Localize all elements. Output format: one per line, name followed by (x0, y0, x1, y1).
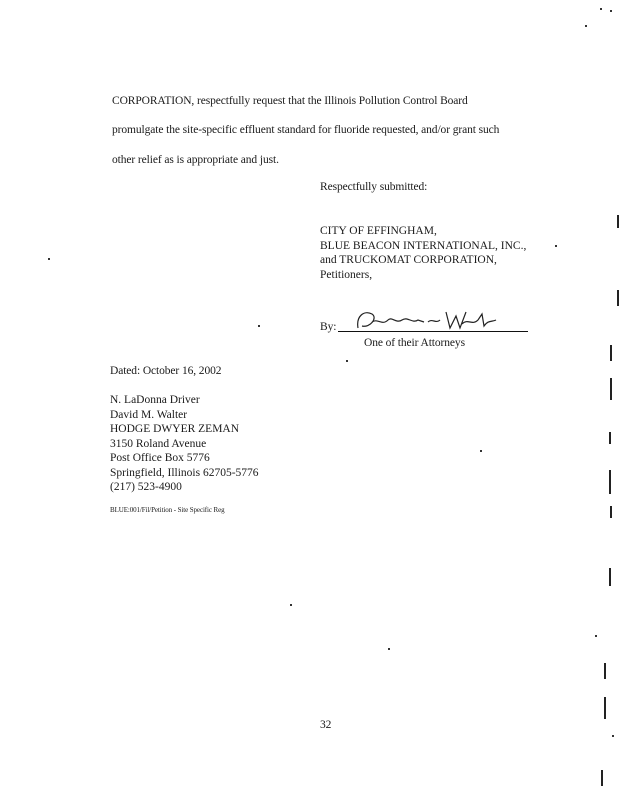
scan-speck (595, 635, 597, 637)
attorney-line: 3150 Roland Avenue (110, 437, 207, 450)
body-line-2: promulgate the site-specific effluent standard for fluoride requested, and/or grant such (112, 124, 500, 136)
scan-speck (290, 604, 292, 606)
attorney-line: HODGE DWYER ZEMAN (110, 423, 240, 435)
handwritten-signature (350, 308, 500, 332)
page-number: 32 (320, 719, 332, 731)
attorney-line: David M. Walter (110, 408, 188, 421)
petitioners-block (320, 224, 526, 282)
attorney-block (110, 393, 259, 495)
scan-speck (480, 450, 482, 452)
attorney-line: (217) 523-4900 (110, 481, 182, 493)
petitioner-line: and TRUCKOMAT CORPORATION, (320, 254, 497, 266)
scan-mark (601, 770, 603, 786)
petitioner-line: BLUE BEACON INTERNATIONAL, INC., (320, 239, 527, 252)
scan-speck (388, 648, 390, 650)
closing-text: Respectfully submitted: (320, 181, 428, 193)
scan-mark (617, 215, 619, 228)
scan-mark (609, 470, 611, 494)
scan-mark (610, 506, 612, 518)
petitioner-line: Petitioners, (320, 268, 373, 281)
scan-mark (609, 432, 611, 444)
petitioner-line: CITY OF EFFINGHAM, (320, 225, 437, 237)
scan-speck (612, 735, 614, 737)
scan-mark (604, 697, 606, 719)
scan-mark (604, 663, 606, 679)
scan-speck (585, 25, 587, 27)
scan-speck (48, 258, 50, 260)
by-label: By: (320, 321, 337, 333)
scan-mark (609, 568, 611, 586)
body-line-1: CORPORATION, respectfully request that the Illinois Pollution Control Board (112, 95, 468, 107)
attorney-line: N. LaDonna Driver (110, 394, 200, 406)
scan-speck (610, 10, 612, 12)
body-line-3: other relief as is appropriate and just. (112, 154, 279, 166)
scan-mark (610, 345, 612, 361)
attorney-line: Springfield, Illinois 62705-5776 (110, 466, 259, 479)
scan-mark (610, 378, 612, 400)
scan-speck (258, 325, 260, 327)
attorney-line: Post Office Box 5776 (110, 452, 210, 464)
scan-speck (555, 245, 557, 247)
scan-speck (346, 360, 348, 362)
signature-caption: One of their Attorneys (364, 337, 465, 349)
file-reference: BLUE:001/Fil/Petition - Site Specific Reg (110, 506, 225, 514)
scan-mark (617, 290, 619, 306)
dated-line: Dated: October 16, 2002 (110, 365, 222, 377)
scan-speck (600, 8, 602, 10)
